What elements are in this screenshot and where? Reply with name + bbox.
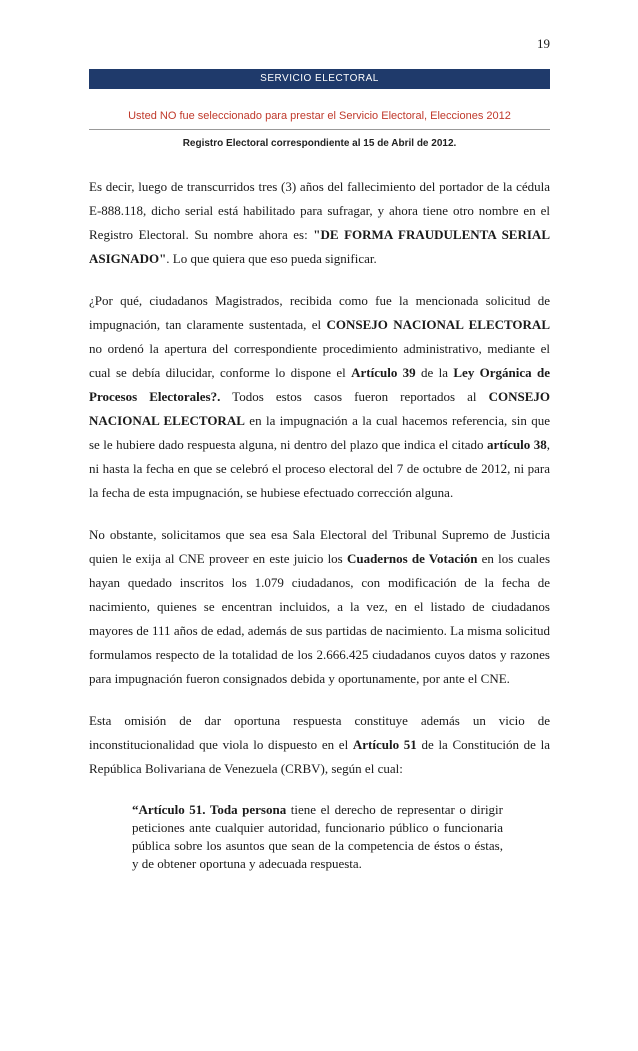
paragraph-4: Esta omisión de dar oportuna respuesta constituye además un vicio de inconstitucionalidad que viola lo dispuesto en el Artículo 51 de la Constitución de la República Bolivariana de Venezuela (CRBV), según el cual: [89, 713, 550, 776]
header-divider [89, 129, 550, 130]
page-number: 19 [537, 36, 550, 51]
paragraph-3: No obstante, solicitamos que sea esa Sala Electoral del Tribunal Supremo de Justicia quien le exija al CNE proveer en este juicio los Cuadernos de Votación en los cuales hayan quedado inscritos los 1.079 ciudadanos, con modificación de la fecha de nacimiento, quienes se encentran incluidos, a la vez, en el listado de ciudadanos mayores de 111 años de edad, además de sus partidas de nacimiento. La misma solicitud formulamos respecto de la totalidad de los 2.666.425 ciudadanos cuyos datos y razones para impugnación fueron consignados debida y oportunamente, por ante el CNE. [89, 527, 551, 686]
servicio-electoral-banner: SERVICIO ELECTORAL [89, 69, 550, 89]
selection-notice: Usted NO fue seleccionado para prestar el Servicio Electoral, Elecciones 2012 [128, 110, 511, 122]
article-51-quote: “Artículo 51. Toda persona tiene el derecho de representar o dirigir peticiones ante cualquier autoridad, funcionario público o funcionaria pública sobre los asuntos que sean de la competencia de éstos o éstas, y de obtener oportuna y adecuada respuesta. [132, 802, 503, 871]
paragraph-2: ¿Por qué, ciudadanos Magistrados, recibida como fue la mencionada solicitud de impugnación, tan claramente sustentada, el CONSEJO NACIONAL ELECTORAL no ordenó la apertura del correspondiente procedimiento administrativo, mediante el cual se debía dilucidar, conforme lo dispone el Artículo 39 de la Ley Orgánica de Procesos Electorales?. Todos estos casos fueron reportados al CONSEJO NACIONAL ELECTORAL en la impugnación a la cual hacemos referencia, sin que se le hubiere dado respuesta alguna, ni dentro del plazo que indica el citado artículo 38, ni hasta la fecha en que se celebró el proceso electoral del 7 de octubre de 2012, ni para la fecha de esta impugnación, se hubiese efectuado corrección alguna. [89, 293, 551, 500]
paragraph-1: Es decir, luego de transcurridos tres (3) años del fallecimiento del portador de la cédula E-888.118, dicho serial está habilitado para sufragar, y ahora tiene otro nombre en el Registro Electoral. Su nombre ahora es: "DE FORMA FRAUDULENTA SERIAL ASIGNADO". Lo que quiera que eso pueda significar. [89, 179, 550, 266]
registry-caption: Registro Electoral correspondiente al 15 de Abril de 2012. [182, 138, 457, 149]
document-body [89, 175, 550, 873]
